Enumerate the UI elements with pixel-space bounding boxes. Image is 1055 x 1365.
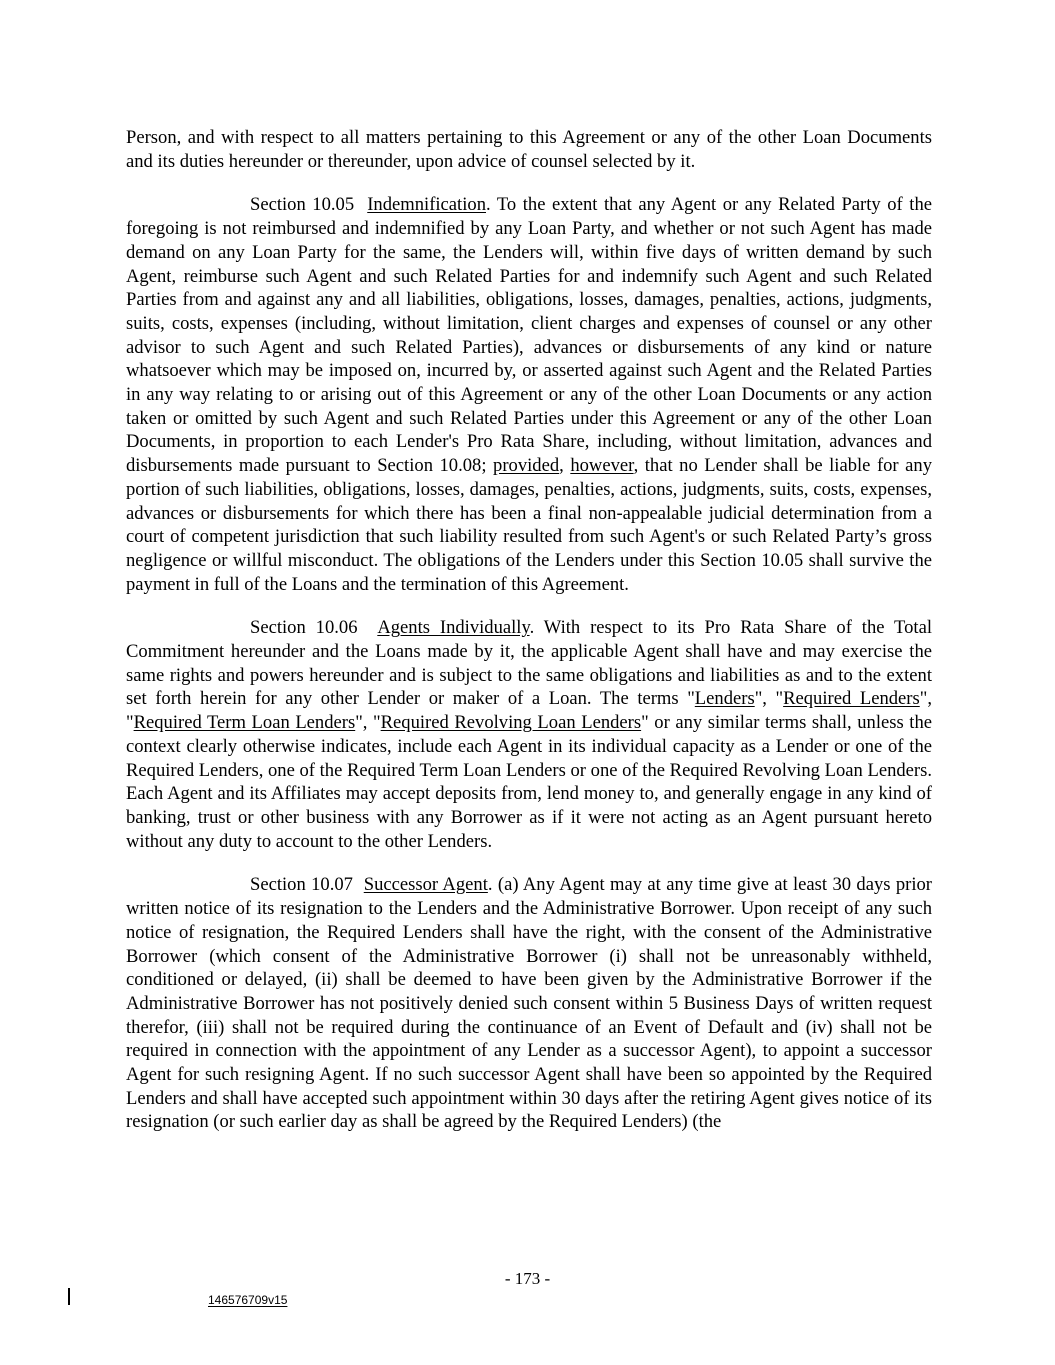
- defined-term-required-lenders: Required Lenders: [783, 688, 920, 710]
- separator: ,: [559, 455, 571, 477]
- section-text: . To the extent that any Agent or any Related Party of the foregoing is not reimbursed and indemnified by any Loan Party, and whether or not such Agent has made demand on any Loan Party for the same, the Lenders will, within five days of written demand by such Agent, reimburse such Agent and such Related Parties for and indemnify such Agent and such Related Parties from and against any and all liabilities, obligations, losses, damages, penalties, actions, judgments, suits, costs, expenses (including, without limitation, client charges and expenses of counsel or any other advisor to such Agent and such Related Parties), advances or disbursements of any kind or nature whatsoever which may be imposed on, incurred by, or asserted against such Agent and the Related Parties in any way relating to or arising out of this Agreement or any of the other Loan Documents or any action taken or omitted by such Agent and such Related Parties under this Agreement or any of the other Loan Documents, in proportion to each Lender's Pro Rata Share, including, without limitation, advances and disbursements made pursuant to Section 10.08;: [126, 194, 932, 477]
- section-heading: Successor Agent: [363, 874, 488, 896]
- provided-term: provided: [493, 455, 560, 477]
- section-heading: Agents Individually: [377, 617, 530, 639]
- section-heading: Indemnification: [367, 194, 486, 216]
- paragraph-text: Person, and with respect to all matters pertaining to this Agreement or any of the other Loan Documents and its duties hereunder or thereunder, upon advice of counsel selected by it.: [126, 127, 932, 172]
- separator: ", ": [355, 712, 381, 734]
- section-text-continued: , that no Lender shall be liable for any portion of such liabilities, obligations, losses, damages, penalties, actions, judgments, suits, costs, expenses, advances or disbursements for which there has been a final non-appealable judicial determination from a court of competent jurisdiction that such liability resulted from such Agent's or such Related Party’s gross negligence or willful misconduct. The obligations of the Lenders under this Section 10.05 shall survive the payment in full of the Loans and the termination of this Agreement.: [126, 455, 932, 595]
- section-text: . With respect to its Pro Rata Share of the Total Commitment hereunder and the Loans made by it, the applicable Agent shall have and may exercise the same rights and powers hereunder and is subject to the same obligations and liabilities as and to the extent set forth herein for any other Lender or maker of a Loan. The terms ": [126, 617, 933, 710]
- defined-term-required-term-loan-lenders: Required Term Loan Lenders: [133, 712, 356, 734]
- however-term: however: [570, 455, 634, 477]
- defined-term-required-revolving-loan-lenders: Required Revolving Loan Lenders: [380, 712, 642, 734]
- change-bar-mark: [68, 1288, 70, 1305]
- section-number: Section 10.06: [250, 617, 358, 639]
- page-number: - 173 -: [504, 1269, 551, 1288]
- separator: ", ": [754, 688, 784, 710]
- section-text-continued: " or any similar terms shall, unless the context clearly otherwise indicates, include each Agent in its individual capacity as a Lender or one of the Required Lenders, one of the Required Term Loan Lenders or one of the Required Revolving Loan Lenders. Each Agent and its Affiliates may accept deposits from, lend money to, and generally engage in any kind of banking, trust or other business with any Borrower as if it were not acting as an Agent pursuant hereto without any duty to account to the other Lenders.: [126, 712, 933, 852]
- section-text: . (a) Any Agent may at any time give at least 30 days prior written notice of its resignation to the Lenders and the Administrative Borrower. Upon receipt of any such notice of resignation, the Required Lenders shall have the right, with the consent of the Administrative Borrower (which consent of the Administrative Borrower (i) shall not be unreasonably withheld, conditioned or delayed, (ii) shall be deemed to have been given by the Administrative Borrower if the Administrative Borrower has not positively denied such consent within 5 Business Days of written request therefor, (iii) shall not be required during the continuance of an Event of Default and (iv) shall not be required in connection with the appointment of any Lender as a successor Agent), to appoint a successor Agent for such resigning Agent. If no such successor Agent shall have been so appointed by the Required Lenders and shall have accepted such appointment within 30 days after the retiring Agent gives notice of its resignation (or such earlier day as shall be agreed by the Required Lenders) (the: [126, 874, 933, 1133]
- paragraph-continuation: [126, 126, 932, 173]
- document-body: [126, 126, 932, 1154]
- section-10-06: [126, 616, 932, 853]
- section-number: Section 10.07: [250, 874, 353, 896]
- separator: ", ": [126, 688, 932, 734]
- section-10-07: [126, 873, 932, 1134]
- section-number: Section 10.05: [250, 194, 355, 216]
- defined-term-lenders: Lenders: [694, 688, 755, 710]
- section-10-05: [126, 193, 932, 596]
- document-id: 146576709v15: [208, 1293, 288, 1307]
